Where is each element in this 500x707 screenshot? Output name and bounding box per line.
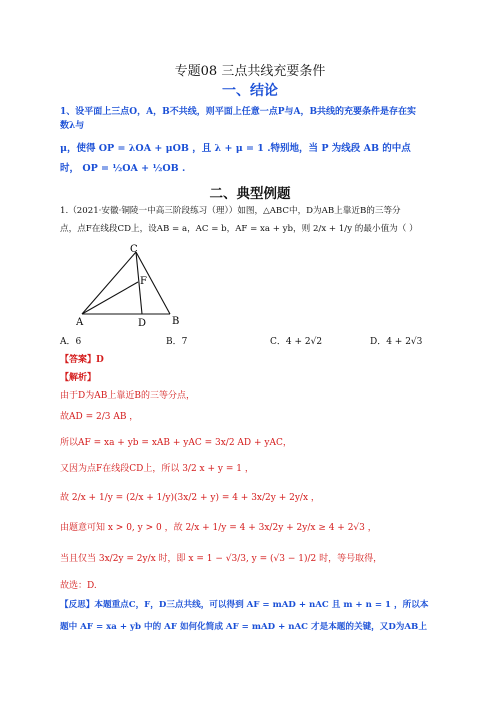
label-f: F [140,276,147,287]
conclusion-line-3a: μ，使得 [60,143,96,154]
solution-step-7: 当且仅当 3x/2y = 2y/x 时，即 x = 1 − √3/3, y = (√3 − 1)/2 时，等号取得， [60,554,383,564]
reflection-line-2: 题中 AF = xa + yb 中的 AF 如何化简成 AF = mAD + nAC 才是本题的关键，又D为AB上 [60,622,427,632]
vector-formula-midpoint: OP = ½OA + ½OB [82,163,179,174]
section-heading-examples: 二、典型例题 [209,186,291,202]
solution-step-4: 又因为点F在线段CD上，所以 3/2 x + y = 1 ， [60,464,254,474]
solution-step-6: 由题意可知 x > 0, y > 0 ，故 2/x + 1/y = 4 + 3x/2y + 2y/x ≥ 4 + 2√3 ， [60,523,377,533]
label-d: D [138,318,147,328]
solution-step-2: 故AD = 2/3 AB ， [60,412,139,422]
segment-af [82,282,138,314]
answer-line: 【答案】D [60,355,104,365]
conclusion-line-4b: . [181,163,186,174]
vector-formula-op: OP = λOA + μOB [98,143,189,154]
problem-line-1: 1.（2021·安徽·铜陵一中高三阶段练习（理））如图，△ABC中，D为AB上靠近B的三等分 [60,206,401,216]
label-b: B [172,316,180,327]
segment-ac [82,252,136,314]
label-c: C [130,244,138,255]
option-b: B．7 [166,337,188,347]
reflection-line-1: 【反思】本题重点C，F，D三点共线，可以得到 AF = mAD + nAC 且 m + n = 1 ，所以本 [60,600,429,610]
conclusion-line-1: 1、设平面上三点O，A，B不共线，则平面上任意一点P与A，B共线的充要条件是存在实 [60,107,417,117]
conclusion-line-3b: ，且 λ + μ = 1 .特别地，当 P 为线段 AB 的中点 [192,143,411,154]
option-c: C．4 + 2√2 [270,337,323,347]
triangle-figure [76,244,186,328]
option-d: D．4 + 2√3 [370,337,423,347]
solution-step-5: 故 2/x + 1/y = (2/x + 1/y)(3x/2 + y) = 4 + 3x/2y + 2y/x ， [60,493,320,503]
conclusion-line-3 [60,140,411,154]
analysis-tag: 【解析】 [60,373,97,383]
solution-step-3: 所以AF = xa + yb = xAB + yAC = 3x/2 AD + yAC， [60,438,292,448]
section-heading-conclusion: 一、结论 [222,83,278,99]
conclusion-line-2: 数λ与 [60,121,85,131]
solution-step-1: 由于D为AB上靠近B的三等分点， [60,391,195,401]
label-a: A [76,317,84,328]
option-a: A．6 [60,337,82,347]
conclusion-line-4a: 时， [60,163,80,174]
solution-step-8: 故选：D. [60,581,97,591]
document-title: 专题08 三点共线充要条件 [174,64,326,79]
problem-line-2: 点，点F在线段CD上，设AB = a，AC = b，AF = xa + yb，则 2/x + 1/y 的最小值为（ ） [60,224,418,234]
conclusion-line-4 [60,160,185,174]
